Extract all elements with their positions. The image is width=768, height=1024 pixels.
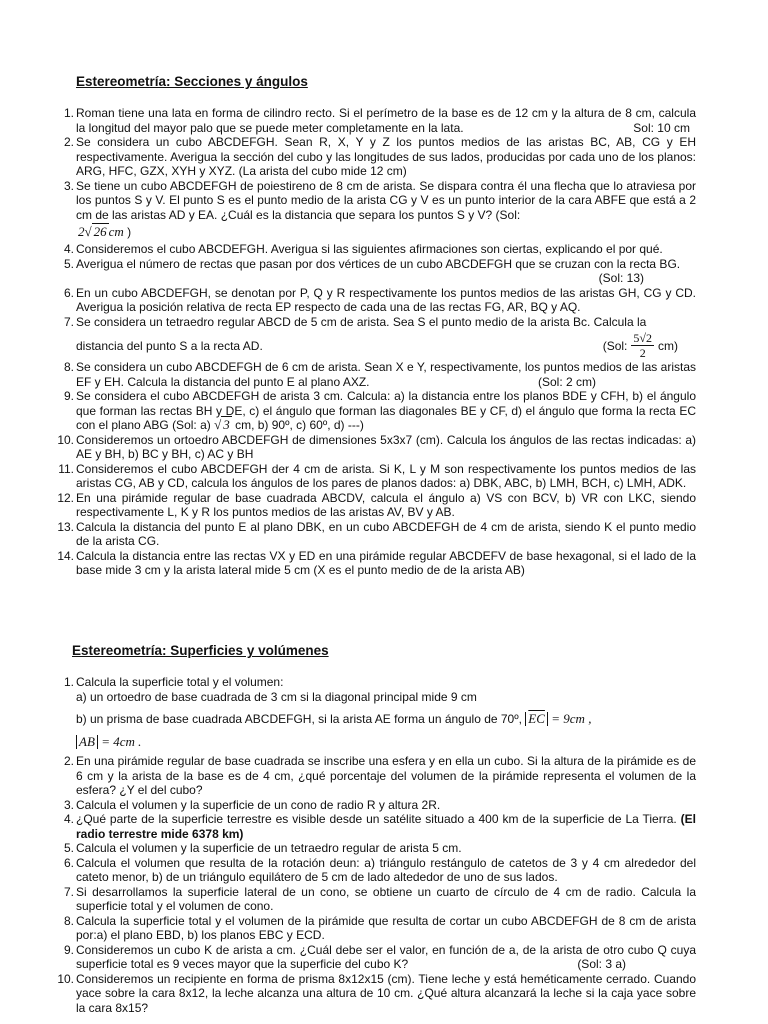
item-number: 14. [57,548,74,563]
item-text: Consideremos el cubo ABCDEFGH der 4 cm de arista. Si K, L y M son respectivamente los puntos medios de las aristas CG, AB y CD, calcula los ángulos de los pares de planos dados: a) DBK, ABC, b) LMH, BCH, c) LMH, ADK. [76,461,696,490]
item-number: 3. [63,178,74,193]
list-item [50,798,696,813]
list-item [50,675,696,754]
item-number: 11. [58,461,74,476]
ab-value: = 4cm . [101,734,142,749]
item-text: Se considera un cubo ABCDEFGH. Sean R, X, Y y Z los puntos medios de las aristas BC, AB, CG y EH respectivamente. Averigua la sección del cubo y las longitudes de sus lados, producidas por cada uno de los planos: ARG, HFC, GZX, XYH y XYZ. (La arista del cubo mide 12 cm) [76,135,696,178]
item-number: 7. [63,884,74,899]
item-number: 3. [63,797,74,812]
item-text: En una pirámide regular de base cuadrada ABCDV, calcula el ángulo a) VS con BCV, b) VR con LKC, siendo respectivamente L, K y R los puntos medios de las aristas AV, BV y AB. [76,490,696,519]
list-item [50,286,696,315]
item-number: 4. [63,812,74,826]
item-text-2: distancia del punto S a la recta AD. [76,338,263,353]
list-item [50,433,696,462]
exercise-list-2 [50,675,696,1015]
item-number: 1. [63,106,74,120]
list-item [50,179,696,243]
item-text: Se considera un cubo ABCDEFGH de 6 cm de arista. Sean X e Y, respectivamente, los puntos medios de las aristas EF y EH. Calcula la distancia del punto E al plano AXZ. [76,360,696,389]
solution: (Sol: 3 a) [577,957,626,971]
list-item [50,943,696,972]
item-text: Si desarrollamos la superficie lateral de un cono, se obtiene un cuarto de círculo de 4 cm de radio. Calcula la superficie total y el volumen de cono. [76,884,696,913]
item-text: Averigua el número de rectas que pasan por dos vértices de un cubo ABCDEFGH que se cruzan con la recta BG. [76,256,681,271]
list-item [50,841,696,856]
item-text: Consideremos un recipiente en forma de prisma 8x12x15 (cm). Tiene leche y está heméticamente cerrado. Cuando yace sobre la cara 8x12, la leche alcanza una altura de 10 cm. ¿Qué altura alcanzará la leche si la caja yace sobre la cara 8x15? [76,971,696,1015]
section-title-1: Estereometría: Secciones y ángulos [76,74,308,89]
list-item [50,754,696,798]
solution: (Sol: 13) [598,271,644,285]
item-text-b: cm, b) 90º, c) 60º, d) ---) [235,418,364,432]
item-number: 10. [57,971,74,986]
list-item [50,885,696,914]
solution: Sol: 10 cm [633,120,690,135]
item-number: 9. [63,389,74,403]
vector-ab: AB [76,735,98,749]
item-number: 5. [63,256,74,271]
list-item [50,520,696,549]
item-text: Se considera el cubo ABCDEFGH de arista 3 cm. Calcula: a) la distancia entre los planos BDE y CFH, b) el ángulo que forman las rectas BH y DE, c) el ángulo que forman las diagonales BE y CF, d) el ángulo que forma la recta EC con el plano ABG (Sol: a) [76,389,696,432]
list-item [50,972,696,1016]
item-text: Consideremos un cubo K de arista a cm. ¿Cuál debe ser el valor, en función de a, de la arista de otro cubo Q cuya superficie total es 9 veces mayor que la superficie del cubo K? [76,942,696,971]
solution-math: 2√ 26 cm [78,224,124,239]
solution-unit: cm) [658,338,678,353]
list-item [50,135,696,179]
item-text: Roman tiene una lata en forma de cilindro recto. Si el perímetro de la base es de 12 cm y la altura de 8 cm, calcula la longitud del mayor palo que se puede meter completamente en la lata. [76,106,696,135]
ec-value: = 9cm , [551,711,592,726]
list-item [50,389,696,433]
solution: (Sol: 2 cm) [537,374,596,389]
vector-ec: $\overline{EC}$ [525,712,548,726]
close-paren: ) [127,225,132,239]
list-item [50,257,696,286]
item-bold-note: (El radio terrestre mide 6378 km) [76,812,696,841]
item-text: Consideremos un ortoedro ABCDEFGH de dimensiones 5x3x7 (cm). Calcula los ángulos de las rectas indicadas: a) AE y BH, b) BC y BH, c) AC y BH [76,432,696,461]
item-number: 1. [63,675,74,689]
item-number: 2. [63,754,74,768]
item-text: Se tiene un cubo ABCDEFGH de poiestireno de 8 cm de arista. Se dispara contra él una flecha que lo atraviesa por los puntos S y V. El punto S es el punto medio de la arista CG y V es un punto interior de la cara ABFE que está a 2 cm de las aristas AD y EA. ¿Cuál es la distancia que separa los puntos S y V? (Sol: [76,178,696,222]
item-text: Calcula la distancia del punto E al plano DBK, en un cubo ABCDEFGH de 4 cm de arista, siendo K el punto medio de la arista CG. [76,519,696,548]
item-text: Se considera un tetraedro regular ABCD de 5 cm de arista. Sea S el punto medio de la arista Bc. Calcula la [76,314,647,329]
item-number: 12. [57,490,74,505]
item-text: Calcula el volumen y la superficie de un cono de radio R y altura 2R. [76,797,441,812]
item-number: 8. [63,360,74,374]
item-number: 6. [63,855,74,870]
item-text: Calcula la distancia entre las rectas VX y ED en una pirámide regular ABCDEFV de base hexagonal, si el lado de la base mide 3 cm y la arista lateral mide 5 cm (X es el punto medio de de la arista AB) [76,548,696,577]
exercise-list-1 [50,106,696,578]
solution-prefix: (Sol: [602,338,628,353]
item-text: En un cubo ABCDEFGH, se denotan por P, Q y R respectivamente los puntos medios de las aristas GH, CG y CD. Averigua la posición relativa de recta EP respecto de cada una de las rectas FG, AR, BQ y AQ. [76,285,696,314]
item-text: En una pirámide regular de base cuadrada se inscribe una esfera y en ella un cubo. Si la altura de la pirámide es de 6 cm y la arista de la base es de 4 cm, ¿qué porcentaje del volumen de la pirámide representa el volumen de la esfera? ¿Y el del cubo? [76,754,696,797]
item-text: Calcula la superficie total y el volumen: [76,675,284,689]
sqrt-value: √ 3 [214,417,230,432]
item-text: Calcula la superficie total y el volumen de la pirámide que resulta de cortar un cubo ABCDEFGH de 8 cm de arista por:a) el plano EBD, b) los planos EBC y ECD. [76,913,696,942]
item-number: 6. [63,285,74,300]
item-number: 7. [63,314,74,329]
item-text: Calcula el volumen y la superficie de un tetraedro regular de arista 5 cm. [76,841,462,855]
list-item [50,106,696,135]
item-text: Consideremos el cubo ABCDEFGH. Averigua si las siguientes afirmaciones son ciertas, explicando el por qué. [76,242,663,256]
list-item [50,360,696,389]
item-number: 9. [63,942,74,957]
list-item [50,914,696,943]
item-text: Calcula el volumen que resulta de la rotación deun: a) triángulo restángulo de catetos de 3 y 4 cm alrededor del cateto menor, b) de un triángulo equilátero de 5 cm de lado altededor de uno de sus lados. [76,855,696,884]
item-part-b: b) un prisma de base cuadrada ABCDEFGH, si la arista AE forma un ángulo de 70º, [76,712,522,726]
list-item [50,812,696,841]
item-number: 2. [63,135,74,149]
item-text: ¿Qué parte de la superficie terrestre es visible desde un satélite situado a 400 km de la superficie de La Tierra. [76,812,677,826]
item-number: 13. [57,519,74,534]
item-part-a: a) un ortoedro de base cuadrada de 3 cm si la diagonal principal mide 9 cm [76,689,477,704]
list-item [50,462,696,491]
item-number: 8. [63,913,74,928]
section-title-2: Estereometría: Superficies y volúmenes [72,643,329,658]
item-number: 4. [63,242,74,256]
list-item [50,242,696,257]
item-number: 5. [63,841,74,855]
list-item [50,315,696,361]
list-item [50,491,696,520]
item-number: 10. [57,432,74,447]
solution-fraction: $\frac{5√2}{2}$ [633,331,652,360]
list-item [50,549,696,578]
list-item [50,856,696,885]
